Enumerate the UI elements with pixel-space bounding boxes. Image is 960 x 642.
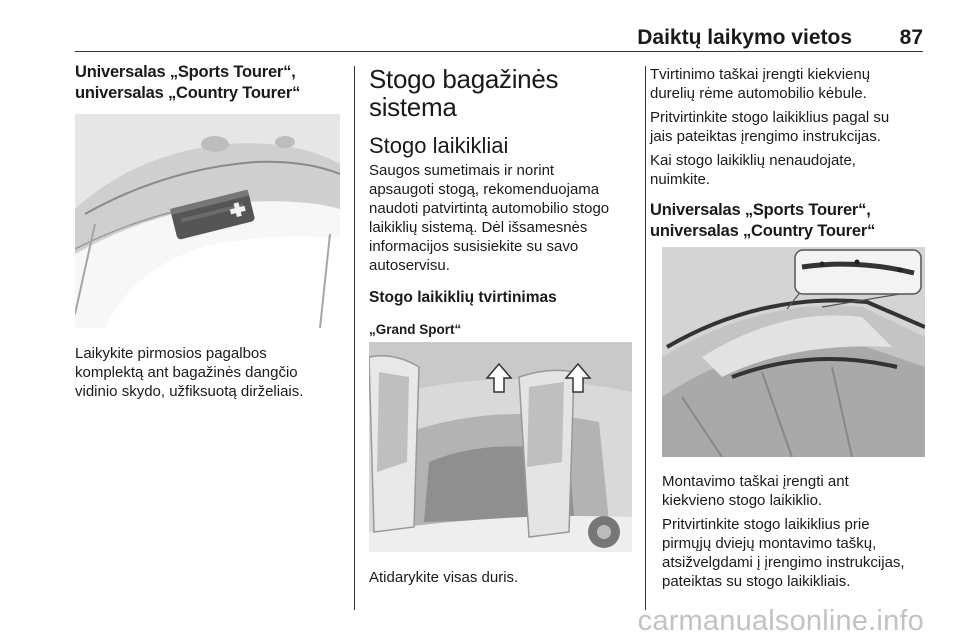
first-aid-kit-figure — [75, 114, 340, 328]
paragraph-line: laikiklių sistemą. Dėl išsamesnės — [369, 219, 588, 236]
fitting-heading: Stogo laikiklių tvirtinimas — [369, 289, 557, 306]
paragraph-line: apsaugoti stogą, rekomenduojama — [369, 181, 600, 198]
section-heading — [650, 200, 925, 242]
tailgate-interior-illustration — [75, 114, 340, 328]
page-number: 87 — [899, 26, 923, 49]
caption-line: vidinio skydo, užfiksuotą dirželiais. — [75, 383, 304, 400]
section-heading — [75, 62, 341, 104]
roof-rail-figure — [662, 247, 925, 457]
paragraph-line: Pritvirtinkite stogo laikiklius prie — [662, 516, 870, 533]
paragraph-line: Saugos sumetimais ir norint — [369, 162, 555, 179]
paragraph — [662, 472, 937, 510]
watermark: carmanualsonline.info — [637, 605, 924, 637]
paragraph-line: Tvirtinimo taškai įrengti kiekvienų — [650, 66, 871, 83]
paragraph-line: autoservisu. — [369, 257, 450, 274]
first-aid-caption — [75, 344, 345, 401]
column-divider-1 — [354, 66, 355, 610]
heading-line: universalas „Country Tourer“ — [650, 222, 876, 240]
title-line: sistema — [369, 92, 457, 122]
heading-line: Universalas „Sports Tourer“, — [650, 201, 871, 219]
car-roof-rails-illustration — [662, 247, 925, 457]
section-title — [369, 65, 634, 121]
paragraph-line: pateiktas su stogo laikikliais. — [662, 573, 851, 590]
paragraph — [650, 151, 925, 189]
paragraph — [662, 515, 937, 591]
variant-label: „Grand Sport“ — [369, 322, 462, 337]
car-open-doors-illustration — [369, 342, 632, 552]
paragraph — [650, 108, 925, 146]
roof-rack-paragraph — [369, 161, 634, 275]
paragraph-line: nuimkite. — [650, 171, 711, 188]
open-doors-caption — [369, 568, 634, 587]
paragraph-line: Montavimo taškai įrengti ant — [662, 473, 849, 490]
paragraph — [650, 65, 925, 103]
column-3 — [650, 62, 925, 242]
caption-line: Atidarykite visas duris. — [369, 569, 519, 586]
column-3-lower — [662, 472, 937, 591]
paragraph-line: Pritvirtinkite stogo laikiklius pagal su — [650, 109, 890, 126]
title-line: Stogo bagažinės — [369, 64, 559, 94]
page-header-title: Daiktų laikymo vietos — [637, 26, 852, 49]
column-1 — [75, 62, 341, 104]
paragraph-line: informacijos susisiekite su savo — [369, 238, 579, 255]
caption-line: komplektą ant bagažinės dangčio — [75, 364, 298, 381]
heading-line: universalas „Country Tourer“ — [75, 84, 301, 102]
paragraph-line: naudoti patvirtintą automobilio stogo — [369, 200, 610, 217]
header-divider — [75, 51, 923, 52]
paragraph-line: durelių rėme automobilio kėbule. — [650, 85, 867, 102]
paragraph-line: Kai stogo laikiklių nenaudojate, — [650, 152, 856, 169]
paragraph-line: pirmųjų dviejų montavimo taškų, — [662, 535, 877, 552]
paragraph-line: atsižvelgdami į įrengimo instrukcijas, — [662, 554, 905, 571]
column-2 — [369, 62, 634, 339]
column-divider-2 — [645, 66, 646, 610]
open-doors-figure — [369, 342, 632, 552]
subsection-title: Stogo laikikliai — [369, 133, 509, 158]
caption-line: Laikykite pirmosios pagalbos — [75, 345, 267, 362]
paragraph-line: jais pateiktas įrengimo instrukcijas. — [650, 128, 881, 145]
heading-line: Universalas „Sports Tourer“, — [75, 63, 296, 81]
paragraph-line: kiekvieno stogo laikiklio. — [662, 492, 823, 509]
